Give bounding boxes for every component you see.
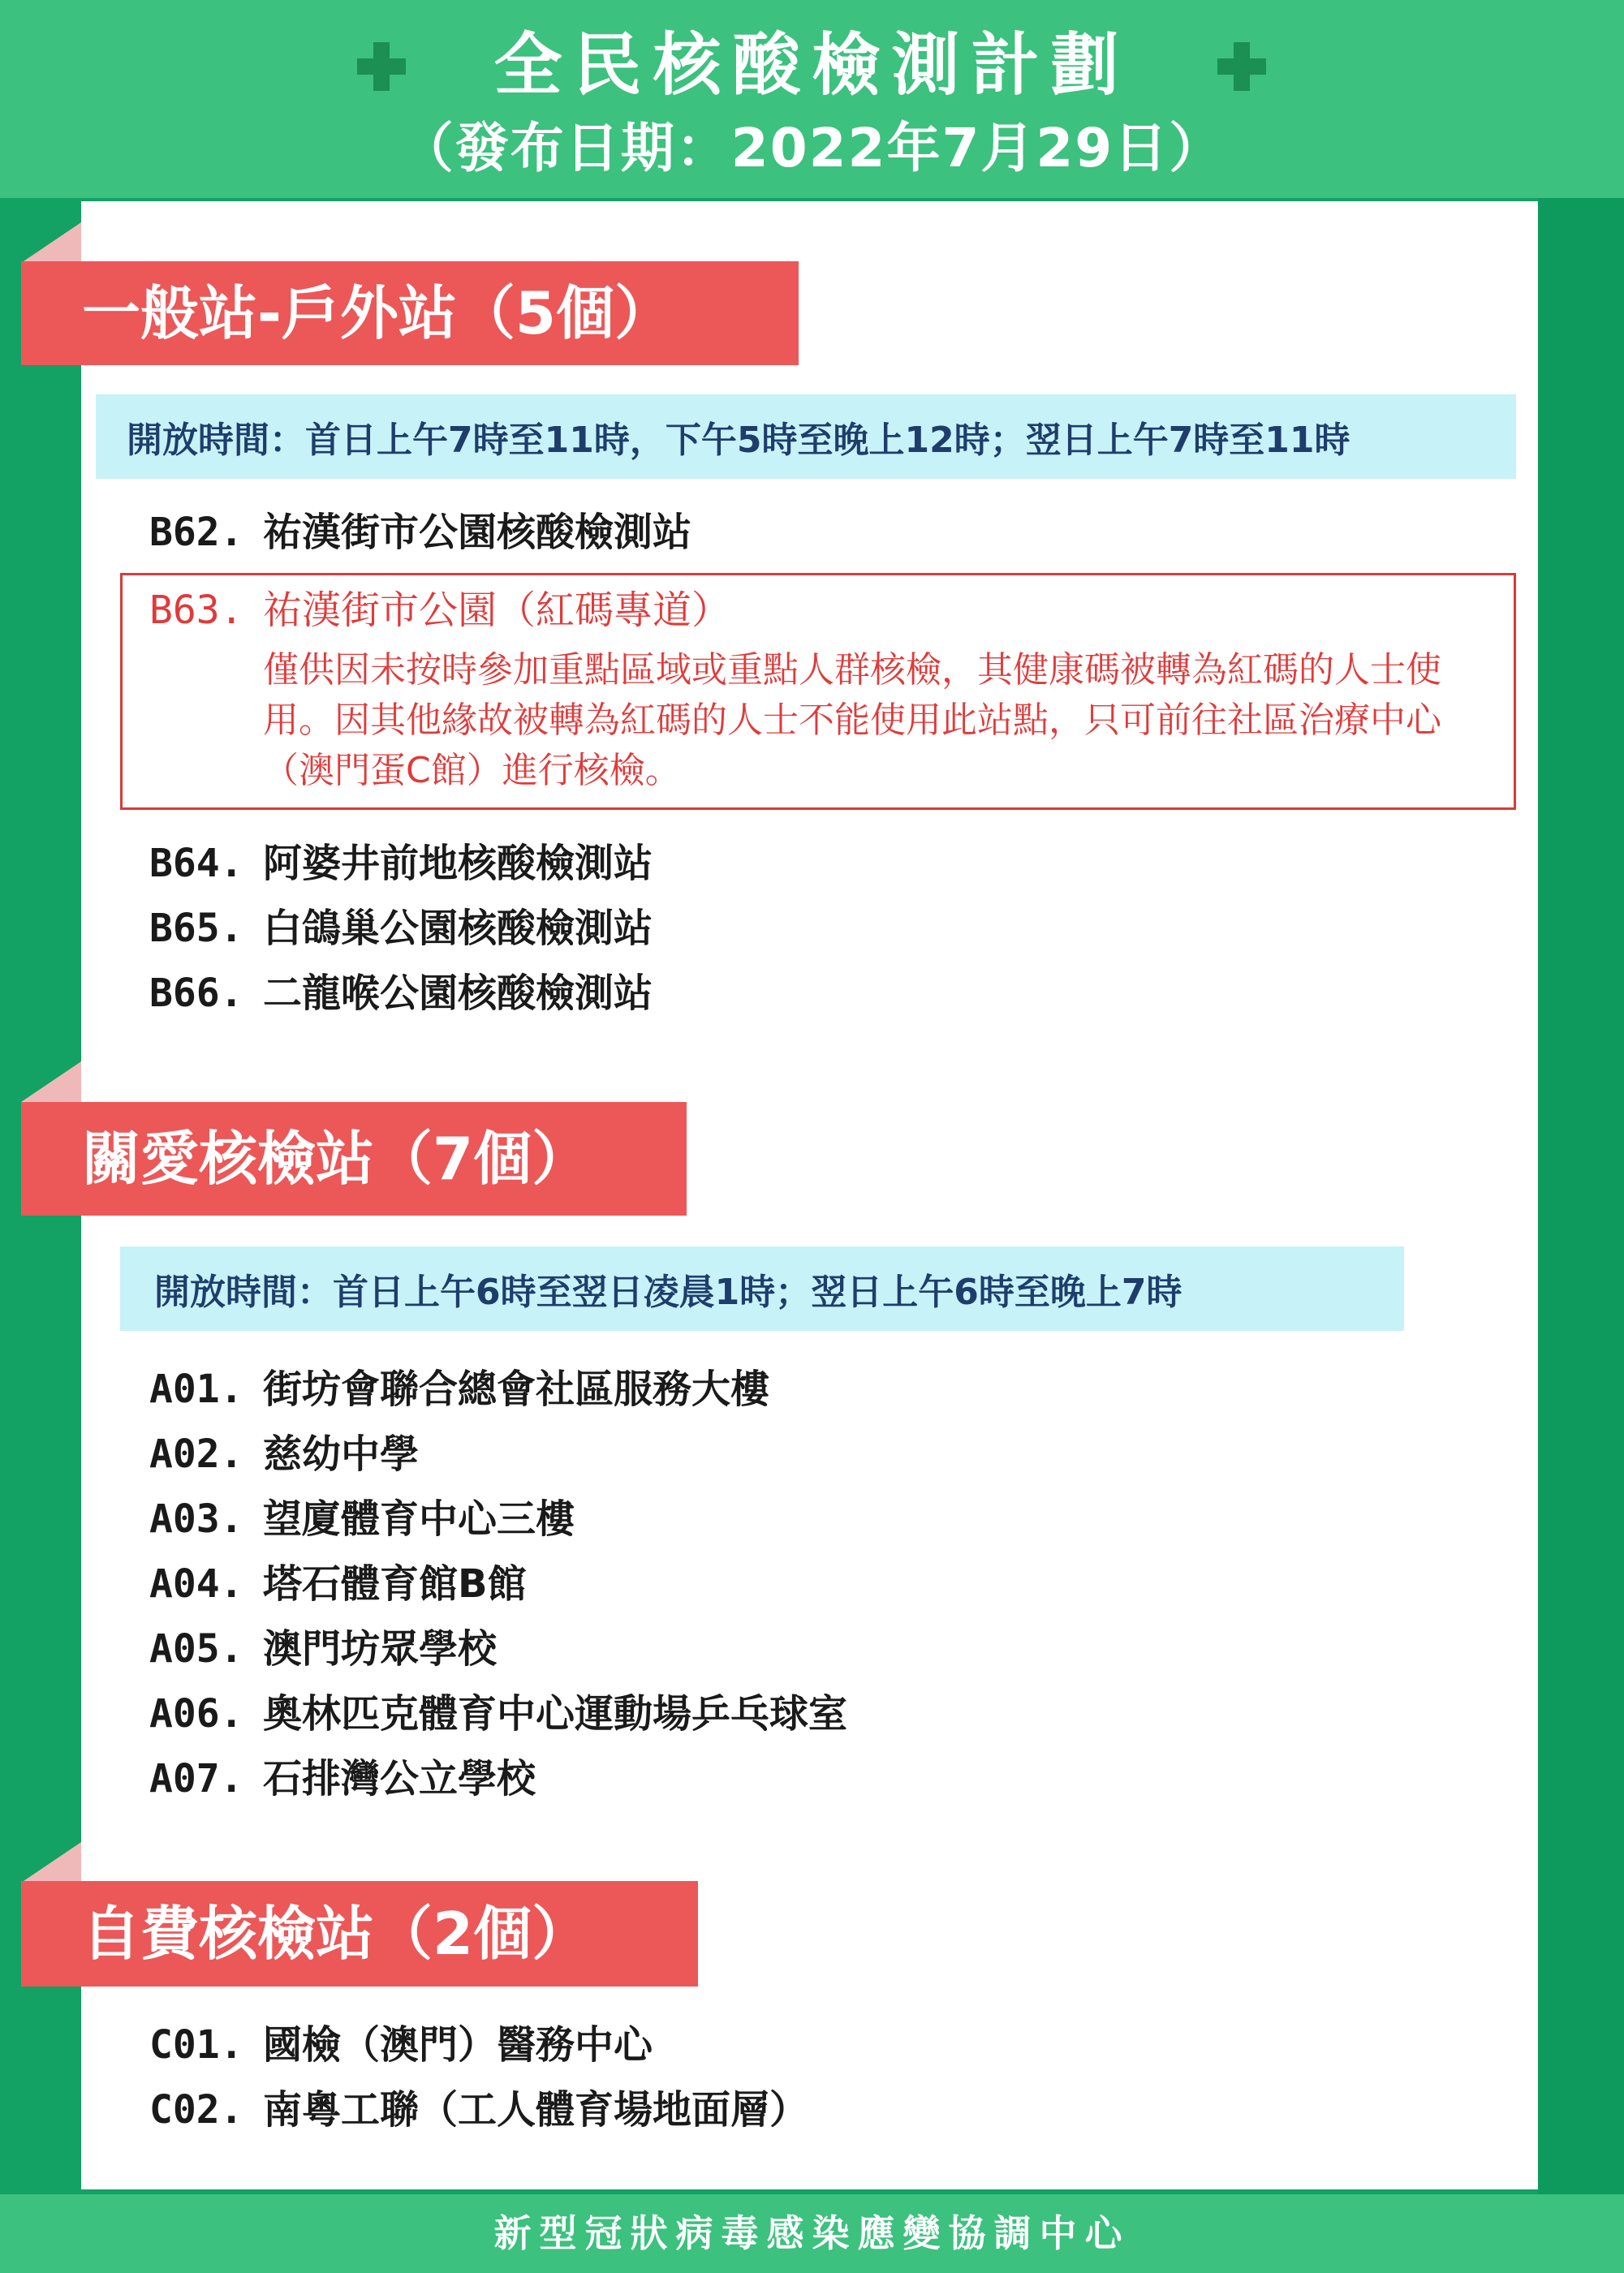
opening-hours-outdoor: 開放時間：首日上午7時至11時，下午5時至晚上12時；翌日上午7時至11時 bbox=[96, 394, 1516, 479]
list-item: A07. 石排灣公立學校 bbox=[149, 1756, 536, 1802]
section-banner-outdoor: 一般站-戶外站（5個） bbox=[21, 261, 799, 365]
list-item: B64. 阿婆井前地核酸檢測站 bbox=[149, 841, 653, 886]
banner-fold-decoration bbox=[21, 1061, 81, 1102]
list-item: C01. 國檢（澳門）醫務中心 bbox=[149, 2022, 653, 2068]
section-banner-selfpaid: 自費核檢站（2個） bbox=[21, 1881, 698, 1987]
list-item: B66. 二龍喉公園核酸檢測站 bbox=[149, 971, 653, 1016]
header-bar bbox=[0, 0, 1624, 198]
banner-fold-decoration bbox=[21, 222, 81, 263]
opening-hours-care: 開放時間：首日上午6時至翌日凌晨1時；翌日上午6時至晚上7時 bbox=[120, 1246, 1404, 1331]
list-item: C02. 南粵工聯（工人體育場地面層） bbox=[149, 2087, 809, 2133]
page-title: 全民核酸檢測計劃 bbox=[493, 25, 1131, 105]
list-item: A04. 塔石體育館B館 bbox=[149, 1561, 527, 1607]
footer-organization: 新型冠狀病毒感染應變協調中心 bbox=[0, 2194, 1624, 2273]
list-item: A01. 街坊會聯合總會社區服務大樓 bbox=[149, 1367, 770, 1412]
right-border bbox=[1538, 198, 1624, 2194]
release-date: （發布日期：2022年7月29日） bbox=[399, 117, 1225, 179]
red-code-note: 僅供因未按時參加重點區域或重點人群核檢，其健康碼被轉為紅碼的人士使用。因其他緣故被轉為紅碼的人士不能使用此站點，只可前往社區治療中心（澳門蛋C館）進行核檢。 bbox=[263, 649, 1441, 791]
list-item: B65. 白鴿巢公園核酸檢測站 bbox=[149, 906, 653, 951]
section-banner-care: 關愛核檢站（7個） bbox=[21, 1102, 687, 1216]
list-item: A05. 澳門坊眾學校 bbox=[149, 1626, 498, 1672]
list-item: A02. 慈幼中學 bbox=[149, 1431, 420, 1477]
list-item: B62. 祐漢街市公園核酸檢測站 bbox=[149, 510, 692, 555]
list-item: A03. 望廈體育中心三樓 bbox=[149, 1496, 575, 1542]
list-item-highlight: B63. 祐漢街市公園（紅碼專道） bbox=[149, 588, 731, 633]
banner-fold-decoration bbox=[21, 1842, 81, 1883]
list-item: A06. 奧林匹克體育中心運動場乒乓球室 bbox=[149, 1691, 848, 1737]
